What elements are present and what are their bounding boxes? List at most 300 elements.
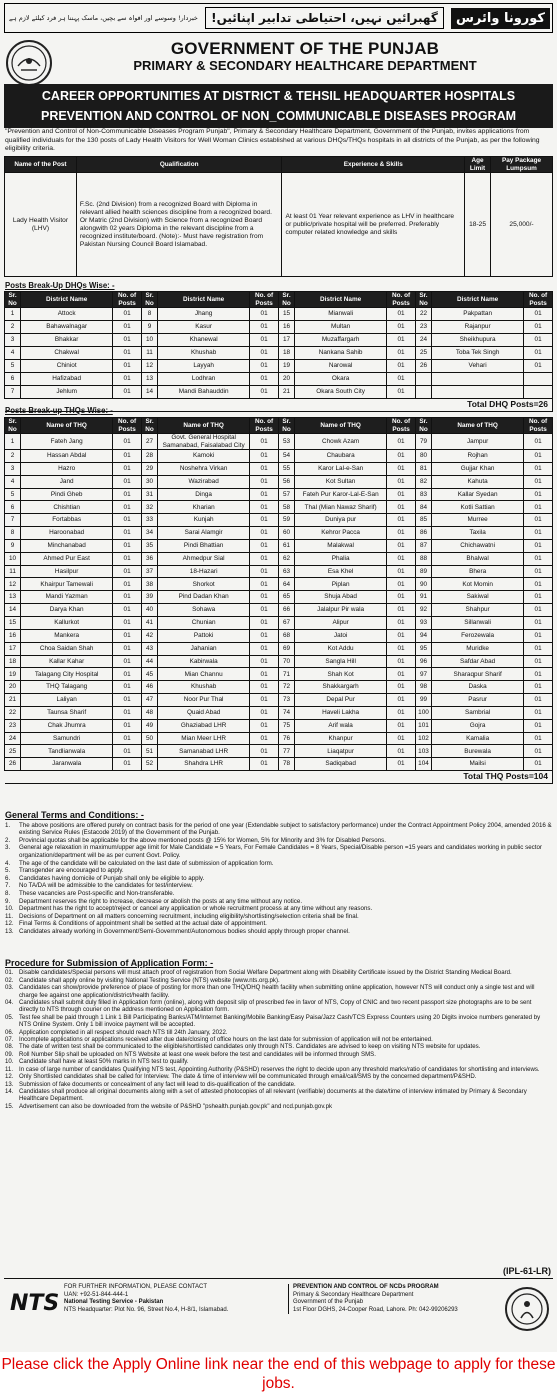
item-number: 11. bbox=[5, 912, 14, 920]
table-row bbox=[5, 681, 553, 694]
footer bbox=[4, 1278, 553, 1350]
posts-cell: 01 bbox=[387, 501, 416, 514]
name-cell: Dinga bbox=[158, 488, 250, 501]
sr-cell: 30 bbox=[141, 475, 157, 488]
dhq-section-title: Posts Break-Up DHQs Wise: - bbox=[5, 281, 115, 290]
posts-cell: 01 bbox=[250, 488, 279, 501]
sr-cell bbox=[415, 386, 431, 399]
sr-cell: 61 bbox=[278, 539, 294, 552]
name-cell: Attock bbox=[21, 308, 113, 321]
name-cell: Samundri bbox=[21, 732, 113, 745]
header-cell: No. of Posts bbox=[113, 418, 142, 434]
total-posts: Total THQ Posts=104 bbox=[5, 771, 553, 784]
col-qualification: Qualification bbox=[76, 157, 282, 173]
posts-cell: 01 bbox=[524, 539, 553, 552]
item-number: 05. bbox=[5, 1013, 14, 1021]
item-number: 10. bbox=[5, 905, 14, 913]
posts-cell: 01 bbox=[250, 347, 279, 360]
posts-cell: 01 bbox=[250, 552, 279, 565]
posts-cell: 01 bbox=[387, 308, 416, 321]
name-cell: Kallar Kahar bbox=[21, 655, 113, 668]
posts-cell: 01 bbox=[113, 642, 142, 655]
sr-cell: 6 bbox=[5, 373, 21, 386]
name-cell: Shuja Abad bbox=[295, 591, 387, 604]
sr-cell: 80 bbox=[415, 450, 431, 463]
sr-cell: 63 bbox=[278, 565, 294, 578]
nts-line: UAN: +92-51-844-444-1 bbox=[64, 1291, 129, 1298]
table-row bbox=[5, 745, 553, 758]
sr-cell: 37 bbox=[141, 565, 157, 578]
terms-list bbox=[5, 822, 552, 936]
item-number: 9. bbox=[5, 897, 11, 905]
item-number: 2. bbox=[5, 836, 11, 844]
header-cell: Name of THQ bbox=[432, 418, 524, 434]
sr-cell: 74 bbox=[278, 706, 294, 719]
sr-cell: 20 bbox=[278, 373, 294, 386]
item-number: 12. bbox=[5, 920, 14, 928]
posts-cell bbox=[524, 386, 553, 399]
sr-cell: 1 bbox=[5, 308, 21, 321]
name-cell: Burewala bbox=[432, 745, 524, 758]
posts-cell: 01 bbox=[524, 616, 553, 629]
posts-cell: 01 bbox=[387, 475, 416, 488]
list-item bbox=[5, 844, 552, 859]
sr-cell: 39 bbox=[141, 591, 157, 604]
posts-cell: 01 bbox=[524, 629, 553, 642]
sr-cell: 2 bbox=[5, 450, 21, 463]
item-text: Test fee shall be paid through 1 Link 1 Bill Participating Banks/ATM/Internet Banking/Mobile Banking/Easy Paisa/Jazz Cash/TCS Express Counters using 20 Digits invoice numbers generated by NTS Online System. Only 1 bill invoice payment will be accepted. bbox=[19, 1013, 541, 1029]
header-cell: Sr. No bbox=[415, 292, 431, 308]
thq-posts-table bbox=[4, 417, 553, 784]
name-cell: THQ Talagang bbox=[21, 681, 113, 694]
posts-cell: 01 bbox=[387, 706, 416, 719]
dhq-posts-table bbox=[4, 291, 553, 412]
sr-cell: 66 bbox=[278, 604, 294, 617]
posts-cell: 01 bbox=[113, 488, 142, 501]
name-cell: Nankana Sahib bbox=[295, 347, 387, 360]
sr-cell: 25 bbox=[5, 745, 21, 758]
apply-online-notice: Please click the Apply Online link near the end of this webpage to apply for these jobs. bbox=[1, 1356, 556, 1392]
sr-cell: 26 bbox=[5, 758, 21, 771]
posts-cell: 01 bbox=[524, 706, 553, 719]
posts-cell: 01 bbox=[250, 539, 279, 552]
posts-cell: 01 bbox=[113, 668, 142, 681]
posts-cell: 01 bbox=[524, 488, 553, 501]
sr-cell: 27 bbox=[141, 434, 157, 450]
list-item bbox=[5, 1066, 552, 1073]
header-cell: Name of THQ bbox=[295, 418, 387, 434]
name-cell: Ahmedpur Sial bbox=[158, 552, 250, 565]
posts-cell: 01 bbox=[250, 578, 279, 591]
name-cell: Mankera bbox=[21, 629, 113, 642]
sr-cell: 78 bbox=[278, 758, 294, 771]
item-text: Only Shortlisted candidates shall be called for Interview. The date & time of interview will be communicated through email/call/SMS by the concerned department/P&SHD. bbox=[19, 1073, 477, 1081]
name-cell: Shahpur bbox=[432, 604, 524, 617]
posts-cell: 01 bbox=[250, 360, 279, 373]
sr-cell: 21 bbox=[278, 386, 294, 399]
sr-cell: 25 bbox=[415, 347, 431, 360]
terms-title: General Terms and Conditions: - bbox=[5, 810, 144, 820]
name-cell: Vehari bbox=[432, 360, 524, 373]
posts-cell: 01 bbox=[387, 642, 416, 655]
posts-cell: 01 bbox=[250, 732, 279, 745]
banner-line-2: PREVENTION AND CONTROL OF NON_COMMUNICABLE DISEASES PROGRAM bbox=[40, 109, 517, 123]
sr-cell: 12 bbox=[5, 578, 21, 591]
item-number: 14. bbox=[5, 1087, 14, 1095]
sr-cell: 73 bbox=[278, 694, 294, 707]
name-cell: Chichawatni bbox=[432, 539, 524, 552]
posts-cell: 01 bbox=[113, 386, 142, 399]
header-cell: No. of Posts bbox=[250, 418, 279, 434]
posts-cell: 01 bbox=[113, 604, 142, 617]
program-line: Government of the Punjab bbox=[293, 1299, 364, 1306]
name-cell: Sangla Hill bbox=[295, 655, 387, 668]
item-text: No TA/DA will be admissible to the candidates for test/interview. bbox=[19, 882, 193, 890]
item-number: 04. bbox=[5, 999, 14, 1007]
item-number: 13. bbox=[5, 927, 14, 935]
posts-cell: 01 bbox=[113, 321, 142, 334]
table-row bbox=[5, 604, 553, 617]
col-pay: Pay Package Lumpsum bbox=[491, 157, 553, 173]
sr-cell: 21 bbox=[5, 694, 21, 707]
posts-cell: 01 bbox=[113, 732, 142, 745]
item-text: Advertisement can also be downloaded from the website of P&SHD "pshealth.punjab.gov.pk" and ncd.punjab.gov.pk bbox=[19, 1102, 333, 1110]
urdu-slogan: گھبرائیں نہیں، احتیاطی تدابیر اپنائیں! bbox=[205, 7, 444, 29]
sr-cell: 46 bbox=[141, 681, 157, 694]
name-cell: Noor Pur Thal bbox=[158, 694, 250, 707]
list-item bbox=[5, 890, 552, 898]
sr-cell: 17 bbox=[5, 642, 21, 655]
sr-cell: 41 bbox=[141, 616, 157, 629]
list-item bbox=[5, 822, 552, 837]
col-experience: Experience & Skills bbox=[282, 157, 465, 173]
posts-cell: 01 bbox=[113, 655, 142, 668]
posts-cell: 01 bbox=[387, 745, 416, 758]
list-item bbox=[5, 905, 552, 913]
name-cell: Kallar Syedan bbox=[432, 488, 524, 501]
posts-cell: 01 bbox=[113, 629, 142, 642]
name-cell: Chiniot bbox=[21, 360, 113, 373]
name-cell: Toba Tek Singh bbox=[432, 347, 524, 360]
name-cell: Kot Momin bbox=[432, 578, 524, 591]
sr-cell: 81 bbox=[415, 462, 431, 475]
name-cell: Shorkot bbox=[158, 578, 250, 591]
name-cell: Sillanwali bbox=[432, 616, 524, 629]
name-cell: Pakpattan bbox=[432, 308, 524, 321]
name-cell: 18-Hazari bbox=[158, 565, 250, 578]
name-cell: Kharian bbox=[158, 501, 250, 514]
sr-cell: 99 bbox=[415, 694, 431, 707]
item-number: 06. bbox=[5, 1028, 14, 1036]
posts-cell: 01 bbox=[250, 462, 279, 475]
name-cell: Chowk Azam bbox=[295, 434, 387, 450]
posts-cell: 01 bbox=[113, 462, 142, 475]
posts-cell: 01 bbox=[387, 360, 416, 373]
sr-cell: 86 bbox=[415, 527, 431, 540]
posts-cell: 01 bbox=[524, 745, 553, 758]
table-row bbox=[5, 629, 553, 642]
sr-cell: 60 bbox=[278, 527, 294, 540]
item-number: 11. bbox=[5, 1065, 14, 1073]
header-cell: No. of Posts bbox=[387, 292, 416, 308]
sr-cell: 11 bbox=[141, 347, 157, 360]
sr-cell: 70 bbox=[278, 655, 294, 668]
item-number: 7. bbox=[5, 882, 11, 890]
sr-cell: 2 bbox=[5, 321, 21, 334]
name-cell: Fateh Jang bbox=[21, 434, 113, 450]
name-cell: Sadiqabad bbox=[295, 758, 387, 771]
item-text: Application completed in all respect should reach NTS till 24th January, 2022. bbox=[19, 1028, 228, 1036]
posts-cell: 01 bbox=[524, 694, 553, 707]
sr-cell: 68 bbox=[278, 629, 294, 642]
sr-cell: 31 bbox=[141, 488, 157, 501]
name-cell: Hazro bbox=[21, 462, 113, 475]
program-line: 1st Floor DGHS, 24-Cooper Road, Lahore. Ph: 042-99206293 bbox=[293, 1306, 458, 1313]
posts-cell: 01 bbox=[387, 616, 416, 629]
name-cell: Chunian bbox=[158, 616, 250, 629]
posts-cell: 01 bbox=[113, 501, 142, 514]
sr-cell: 75 bbox=[278, 719, 294, 732]
posts-cell: 01 bbox=[524, 347, 553, 360]
name-cell: Bhalwal bbox=[432, 552, 524, 565]
posts-cell: 01 bbox=[113, 360, 142, 373]
posts-cell: 01 bbox=[387, 386, 416, 399]
name-cell: Chakwal bbox=[21, 347, 113, 360]
posts-cell: 01 bbox=[524, 732, 553, 745]
name-cell: Mianwali bbox=[295, 308, 387, 321]
name-cell: Talagang City Hospital bbox=[21, 668, 113, 681]
posts-cell: 01 bbox=[113, 527, 142, 540]
name-cell: Darya Khan bbox=[21, 604, 113, 617]
item-number: 5. bbox=[5, 867, 11, 875]
name-cell: Kunjah bbox=[158, 514, 250, 527]
nts-line: National Testing Service - Pakistan bbox=[64, 1299, 164, 1306]
posts-cell: 01 bbox=[113, 373, 142, 386]
list-item bbox=[5, 999, 552, 1014]
posts-cell: 01 bbox=[113, 745, 142, 758]
sr-cell: 56 bbox=[278, 475, 294, 488]
name-cell: Pindi Gheb bbox=[21, 488, 113, 501]
sr-cell: 18 bbox=[278, 347, 294, 360]
sr-cell: 49 bbox=[141, 719, 157, 732]
posts-cell: 01 bbox=[113, 334, 142, 347]
posts-cell: 01 bbox=[524, 334, 553, 347]
item-text: Department has the right to accept/reject or cancel any application or whole recruitment process at any time without any reasons. bbox=[19, 905, 373, 913]
sr-cell: 48 bbox=[141, 706, 157, 719]
header-cell: District Name bbox=[21, 292, 113, 308]
posts-cell: 01 bbox=[113, 578, 142, 591]
item-text: Candidate shall have at least 50% marks in NTS test to qualify. bbox=[19, 1058, 189, 1066]
posts-cell: 01 bbox=[250, 655, 279, 668]
sr-cell: 90 bbox=[415, 578, 431, 591]
table-row bbox=[5, 719, 553, 732]
sr-cell: 59 bbox=[278, 514, 294, 527]
sr-cell: 3 bbox=[5, 334, 21, 347]
sr-cell: 19 bbox=[5, 668, 21, 681]
posts-cell: 01 bbox=[524, 552, 553, 565]
col-post: Name of the Post bbox=[5, 157, 77, 173]
name-cell: Kabirwala bbox=[158, 655, 250, 668]
list-item bbox=[5, 837, 552, 845]
sr-cell: 17 bbox=[278, 334, 294, 347]
name-cell: Mandi Bahauddin bbox=[158, 386, 250, 399]
sr-cell: 10 bbox=[141, 334, 157, 347]
name-cell: Jand bbox=[21, 475, 113, 488]
posts-cell: 01 bbox=[250, 616, 279, 629]
sr-cell: 24 bbox=[415, 334, 431, 347]
career-banner bbox=[4, 84, 553, 128]
name-cell: Layyah bbox=[158, 360, 250, 373]
list-item bbox=[5, 920, 552, 928]
posts-cell: 01 bbox=[113, 616, 142, 629]
posts-cell: 01 bbox=[524, 604, 553, 617]
item-text: Incomplete applications or applications received after due date/closing of office hours on the last date for submission of application will not be entertained. bbox=[19, 1036, 433, 1044]
sr-cell: 14 bbox=[141, 386, 157, 399]
item-number: 07. bbox=[5, 1036, 14, 1044]
name-cell: Shah Kot bbox=[295, 668, 387, 681]
sr-cell: 101 bbox=[415, 719, 431, 732]
posts-cell: 01 bbox=[113, 347, 142, 360]
header-cell: Sr. No bbox=[415, 418, 431, 434]
name-cell: Okara bbox=[295, 373, 387, 386]
post-qualification-table bbox=[4, 156, 553, 277]
sr-cell: 5 bbox=[5, 360, 21, 373]
table-row bbox=[5, 386, 553, 399]
name-cell: Bhera bbox=[432, 565, 524, 578]
nts-logo: NTS bbox=[10, 1291, 60, 1316]
sr-cell: 20 bbox=[5, 681, 21, 694]
posts-cell: 01 bbox=[250, 334, 279, 347]
sr-cell: 72 bbox=[278, 681, 294, 694]
sr-cell: 83 bbox=[415, 488, 431, 501]
banner-line-1: CAREER OPPORTUNITIES AT DISTRICT & TEHSIL HEADQUARTER HOSPITALS bbox=[41, 89, 516, 103]
post-age: 18-25 bbox=[465, 173, 491, 277]
posts-cell: 01 bbox=[524, 668, 553, 681]
sr-cell: 65 bbox=[278, 591, 294, 604]
name-cell: Jatoi bbox=[295, 629, 387, 642]
posts-cell: 01 bbox=[250, 629, 279, 642]
table-row bbox=[5, 732, 553, 745]
name-cell: Govt. General Hospital Samanabad, Faisalabad City bbox=[158, 434, 250, 450]
nts-line: NTS Headquarter: Plot No. 96, Street No.4, H-8/1, Islamabad. bbox=[64, 1306, 229, 1313]
posts-cell: 01 bbox=[113, 719, 142, 732]
sr-cell: 35 bbox=[141, 539, 157, 552]
sr-cell: 64 bbox=[278, 578, 294, 591]
post-experience: At least 01 Year relevant experience as LHV in healthcare or public/private hospital will be preferred. Preferably computer related knowledge and skills bbox=[282, 173, 465, 277]
sr-cell: 4 bbox=[5, 347, 21, 360]
intro-paragraph: "Prevention and Control of Non-Communicable Diseases Program Punjab", Primary & Secondary Healthcare Department, Government of the Punjab, invites applications from qualified individuals for the 130 posts of Lady Health Visitors for Well Woman Clinics established at various DHQs/THQs hospitals in all districts of the Punjab, as per the following eligibility criteria. bbox=[5, 128, 540, 153]
item-text: Final Terms & Conditions of appointment shall be settled at the actual date of appointment. bbox=[19, 920, 267, 928]
name-cell: Choa Saidan Shah bbox=[21, 642, 113, 655]
sr-cell: 34 bbox=[141, 527, 157, 540]
sr-cell: 102 bbox=[415, 732, 431, 745]
thq-section-title: Posts Break-up THQs Wise: - bbox=[5, 406, 113, 415]
posts-cell: 01 bbox=[524, 565, 553, 578]
name-cell: Khanewal bbox=[158, 334, 250, 347]
name-cell: Noshehra Virkan bbox=[158, 462, 250, 475]
posts-cell bbox=[524, 373, 553, 386]
table-row bbox=[5, 488, 553, 501]
sr-cell: 54 bbox=[278, 450, 294, 463]
posts-cell: 01 bbox=[387, 591, 416, 604]
posts-cell: 01 bbox=[250, 565, 279, 578]
posts-cell: 01 bbox=[113, 552, 142, 565]
posts-cell: 01 bbox=[387, 719, 416, 732]
sr-cell: 11 bbox=[5, 565, 21, 578]
name-cell: Rojhan bbox=[432, 450, 524, 463]
item-number: 12. bbox=[5, 1073, 14, 1081]
sr-cell: 8 bbox=[5, 527, 21, 540]
header-cell: Sr. No bbox=[141, 292, 157, 308]
name-cell: Kot Addu bbox=[295, 642, 387, 655]
sr-cell: 16 bbox=[278, 321, 294, 334]
name-cell: Haveli Lakha bbox=[295, 706, 387, 719]
name-cell: Kamalia bbox=[432, 732, 524, 745]
posts-cell: 01 bbox=[387, 373, 416, 386]
list-item bbox=[5, 984, 552, 999]
sr-cell: 92 bbox=[415, 604, 431, 617]
list-item bbox=[5, 1103, 552, 1110]
sr-cell: 33 bbox=[141, 514, 157, 527]
name-cell: Shakkargarh bbox=[295, 681, 387, 694]
list-item bbox=[5, 913, 552, 921]
sr-cell: 85 bbox=[415, 514, 431, 527]
name-cell: Phalia bbox=[295, 552, 387, 565]
list-item bbox=[5, 867, 552, 875]
sr-cell: 89 bbox=[415, 565, 431, 578]
sr-cell: 24 bbox=[5, 732, 21, 745]
name-cell: Mandi Yazman bbox=[21, 591, 113, 604]
program-line: Primary & Secondary Healthcare Department bbox=[293, 1291, 414, 1298]
header-cell: Sr. No bbox=[5, 418, 21, 434]
posts-cell: 01 bbox=[524, 501, 553, 514]
posts-cell: 01 bbox=[524, 681, 553, 694]
posts-cell: 01 bbox=[524, 514, 553, 527]
sr-cell: 13 bbox=[5, 591, 21, 604]
table-row bbox=[5, 539, 553, 552]
posts-cell: 01 bbox=[250, 514, 279, 527]
name-cell: Gojra bbox=[432, 719, 524, 732]
list-item bbox=[5, 1029, 552, 1036]
name-cell: Hasilpur bbox=[21, 565, 113, 578]
table-row bbox=[5, 655, 553, 668]
item-number: 1. bbox=[5, 821, 11, 829]
name-cell: Pind Dadan Khan bbox=[158, 591, 250, 604]
list-item bbox=[5, 977, 552, 984]
sr-cell: 94 bbox=[415, 629, 431, 642]
header-cell: No. of Posts bbox=[524, 418, 553, 434]
posts-cell: 01 bbox=[387, 334, 416, 347]
table-row bbox=[5, 706, 553, 719]
name-cell: Kot Sultan bbox=[295, 475, 387, 488]
table-row bbox=[5, 668, 553, 681]
posts-cell: 01 bbox=[113, 706, 142, 719]
urdu-awareness-bar bbox=[4, 3, 553, 33]
sr-cell: 19 bbox=[278, 360, 294, 373]
procedure-list bbox=[5, 969, 552, 1110]
total-posts: Total DHQ Posts=26 bbox=[5, 399, 553, 412]
sr-cell: 82 bbox=[415, 475, 431, 488]
sr-cell: 9 bbox=[141, 321, 157, 334]
posts-cell: 01 bbox=[250, 745, 279, 758]
name-cell: Hassan Abdal bbox=[21, 450, 113, 463]
sr-cell: 97 bbox=[415, 668, 431, 681]
item-number: 15. bbox=[5, 1102, 14, 1110]
name-cell: Narowal bbox=[295, 360, 387, 373]
sr-cell: 55 bbox=[278, 462, 294, 475]
sr-cell: 103 bbox=[415, 745, 431, 758]
item-number: 8. bbox=[5, 889, 11, 897]
